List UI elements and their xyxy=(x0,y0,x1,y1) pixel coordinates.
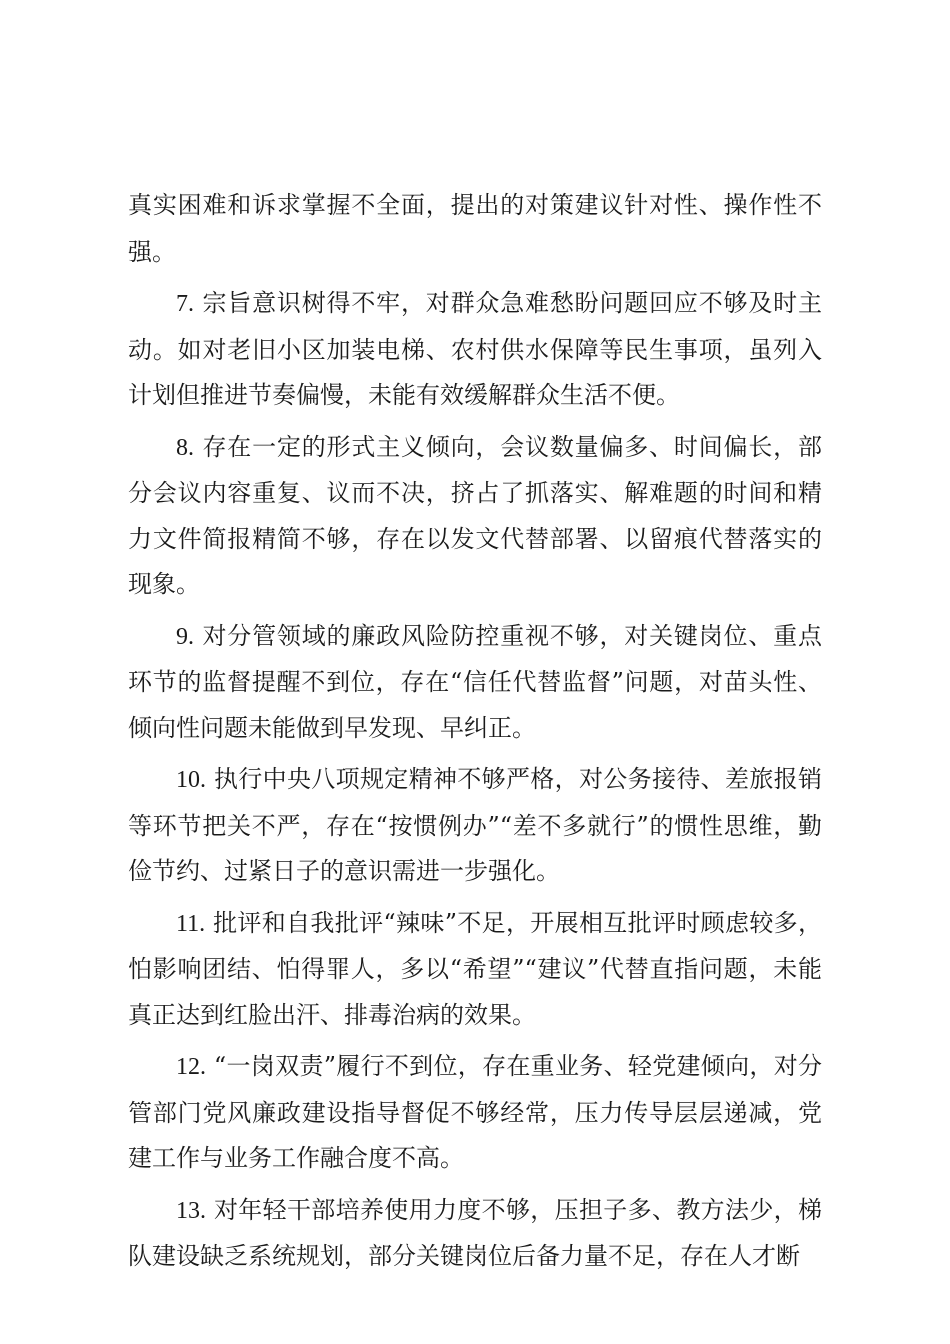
paragraph-text: 存在一定的形式主义倾向，会议数量偏多、时间偏长，部分会议内容重复、议而不决，挤占了抓落实、解难题的时间和精力文件简报精简不够，存在以发文代替部署、以留痕代替落实的现象。 xyxy=(128,432,822,598)
paragraph-12 xyxy=(128,1044,822,1182)
paragraph-text: 对分管领域的廉政风险防控重视不够，对关键岗位、重点环节的监督提醒不到位，存在“信任代替监督”问题，对苗头性、倾向性问题未能做到早发现、早纠正。 xyxy=(128,621,822,742)
paragraph-10 xyxy=(128,757,822,895)
paragraph-text: 对年轻干部培养使用力度不够，压担子多、教方法少，梯队建设缺乏系统规划，部分关键岗位后备力量不足，存在人才断 xyxy=(128,1195,822,1270)
paragraph-7 xyxy=(128,281,822,419)
paragraph-number: 7. xyxy=(176,291,194,317)
paragraph-text: 批评和自我批评“辣味”不足，开展相互批评时顾虑较多，怕影响团结、怕得罪人，多以“希望”“建议”代替直指问题，未能真正达到红脸出汗、排毒治病的效果。 xyxy=(128,908,822,1029)
paragraph-number: 8. xyxy=(176,434,194,461)
paragraph-number: 10. xyxy=(176,767,206,793)
paragraph-text: 执行中央八项规定精神不够严格，对公务接待、差旅报销等环节把关不严，存在“按惯例办”“差不多就行”的惯性思维，勤俭节约、过紧日子的意识需进一步强化。 xyxy=(128,765,822,885)
paragraph-number: 9. xyxy=(176,623,194,650)
paragraph-text: 宗旨意识树得不牢，对群众急难愁盼问题回应不够及时主动。如对老旧小区加装电梯、农村供水保障等民生事项，虽列入计划但推进节奏偏慢，未能有效缓解群众生活不便。 xyxy=(128,289,822,409)
paragraph-11 xyxy=(128,901,822,1039)
paragraph-13 xyxy=(128,1188,822,1280)
paragraph-6-continuation xyxy=(128,183,822,275)
paragraph-9 xyxy=(128,614,822,752)
paragraph-number: 11. xyxy=(176,910,206,937)
paragraph-number: 13. xyxy=(176,1197,206,1224)
paragraph-text: 真实困难和诉求掌握不全面，提出的对策建议针对性、操作性不强。 xyxy=(128,191,822,266)
document-body xyxy=(128,183,822,1286)
paragraph-text: “一岗双责”履行不到位，存在重业务、轻党建倾向，对分管部门党风廉政建设指导督促不够经常，压力传导层层递减，党建工作与业务工作融合度不高。 xyxy=(128,1052,822,1172)
paragraph-8 xyxy=(128,425,822,608)
paragraph-number: 12. xyxy=(176,1054,206,1080)
